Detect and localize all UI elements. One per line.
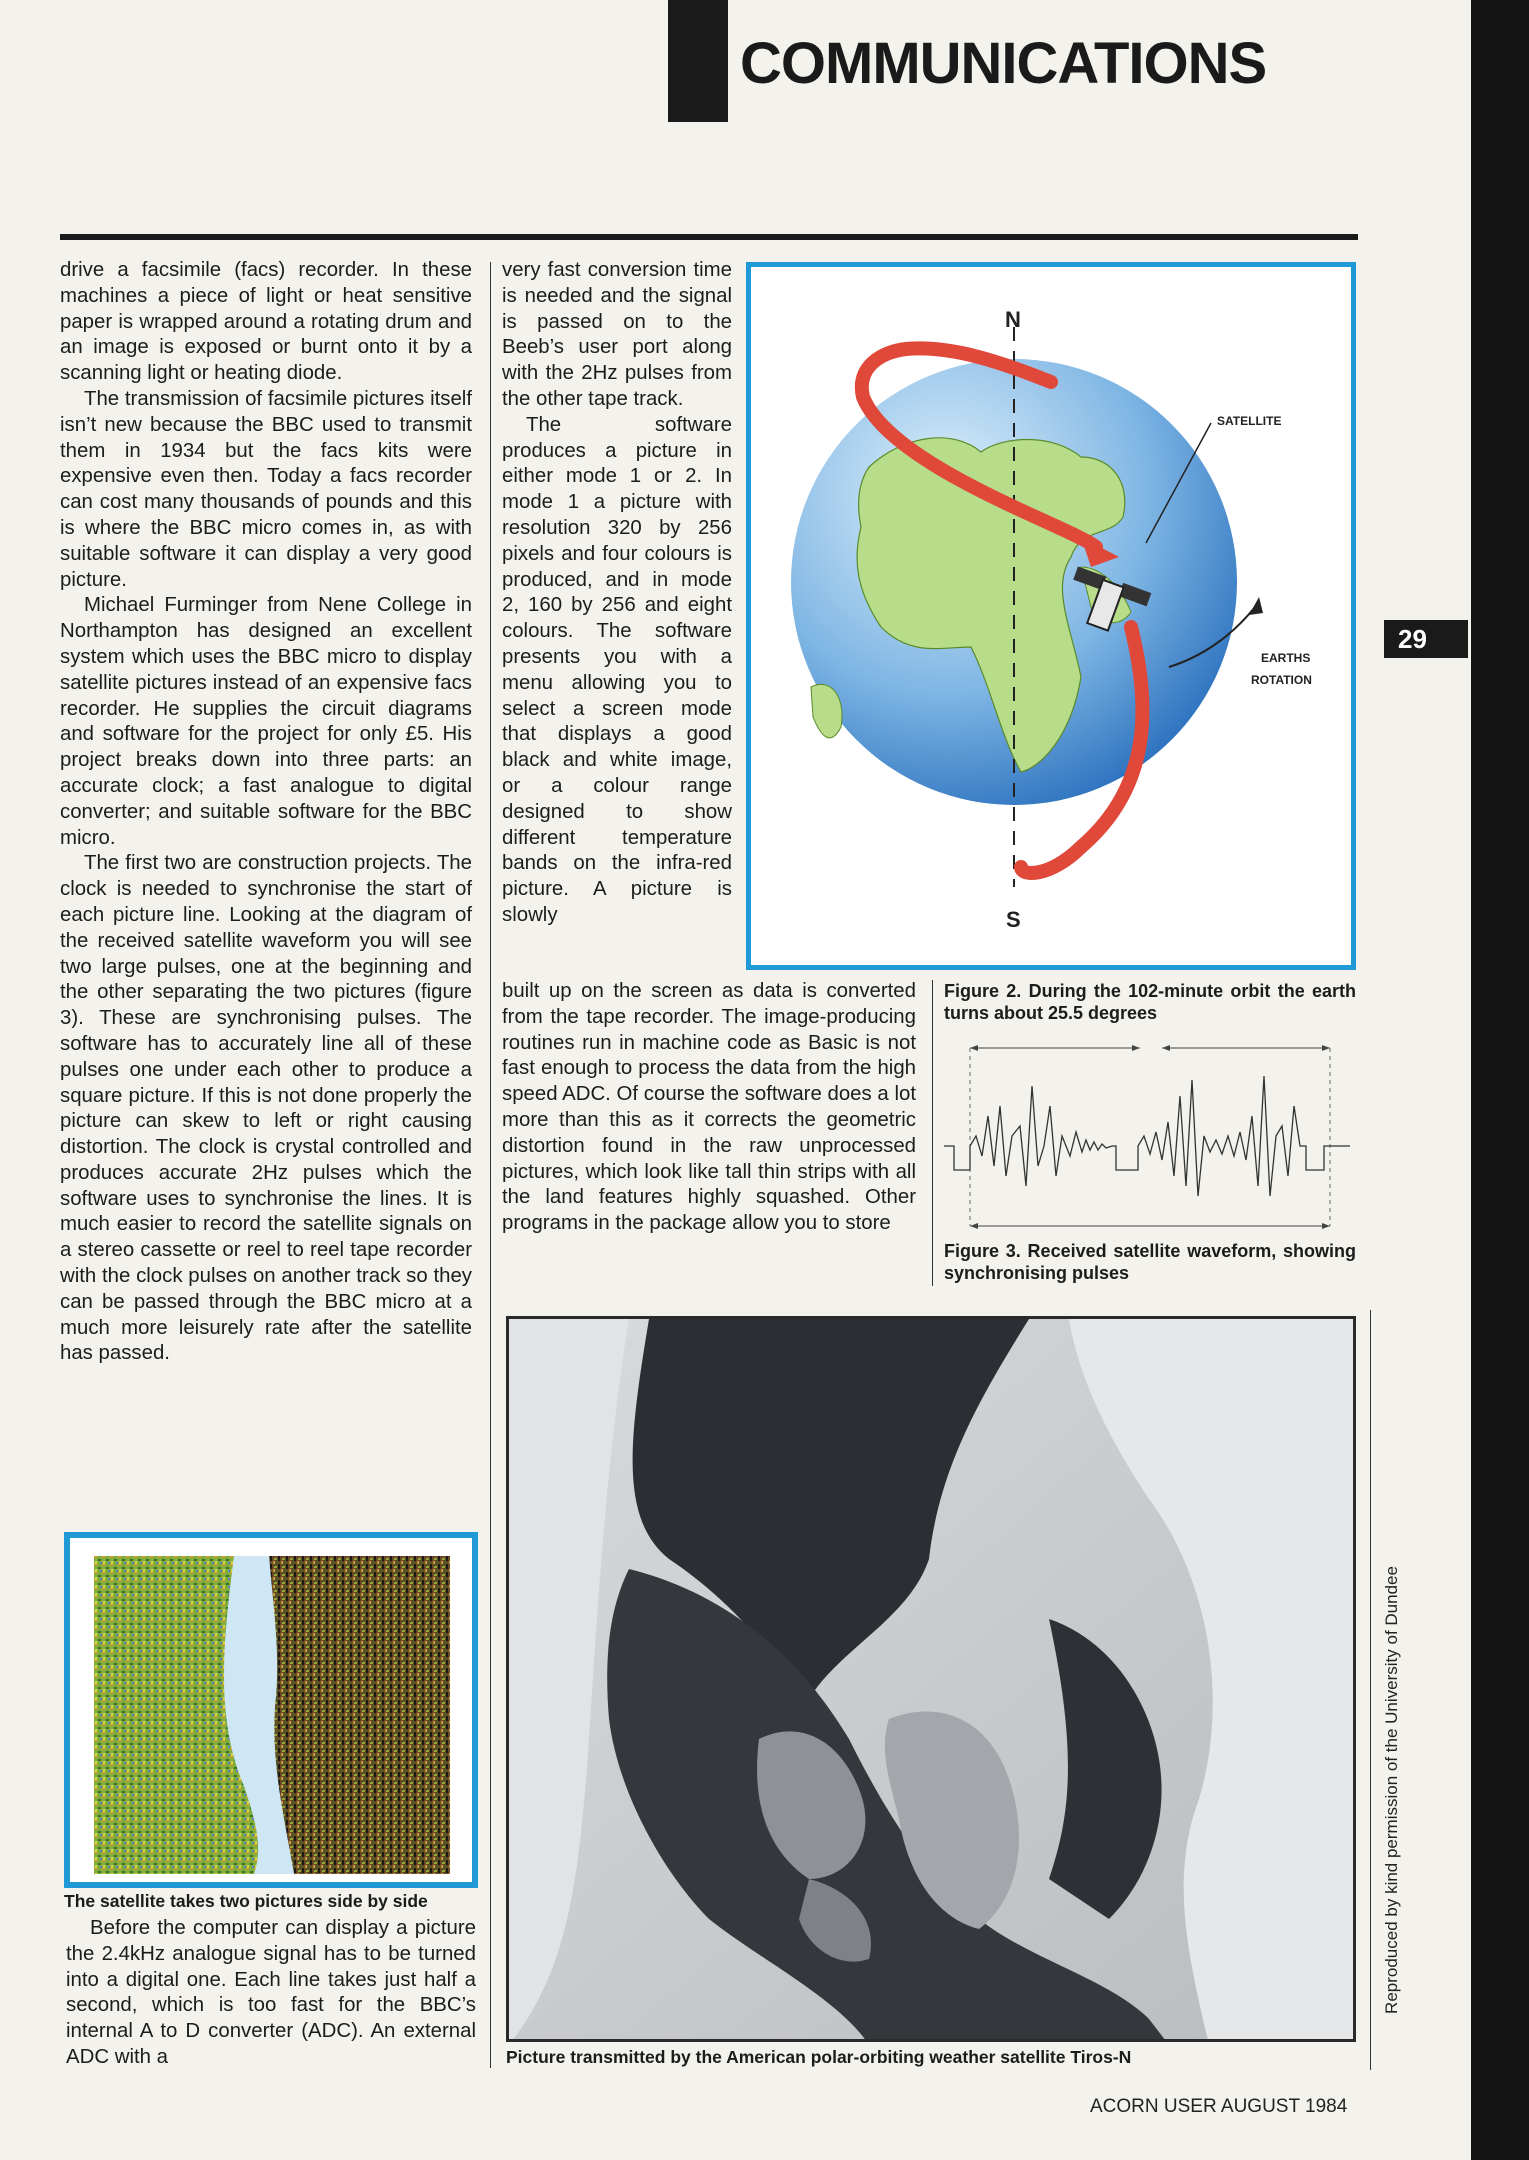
rotation-arrowhead xyxy=(1249,597,1263,615)
south-label: S xyxy=(1006,907,1021,932)
rotation-label: ROTATION xyxy=(1251,673,1312,687)
column-divider xyxy=(490,262,491,2068)
column-1-lower-text xyxy=(66,1916,476,2071)
section-title: COMMUNICATIONS xyxy=(740,31,1267,96)
column-2-text xyxy=(502,258,732,929)
figure-divider xyxy=(932,980,933,1286)
waveform-figure xyxy=(940,1036,1356,1236)
paragraph: Before the computer can display a picture the 2.4kHz analogue signal has to be turned into a digital one. Each line takes just half a second, which is too fast for the BBC’s internal A to D converter (ADC). An external ADC with a xyxy=(66,1917,476,2068)
paragraph: drive a facsimile (facs) recorder. In these machines a piece of light or heat sensitive paper is wrapped around a rotating drum and an image is exposed or burnt onto it by a scanning light or heating diode. xyxy=(60,259,472,385)
earths-label: EARTHS xyxy=(1261,651,1311,665)
photo-credit-text: Reproduced by kind permission of the University of Dundee xyxy=(1382,1566,1401,2014)
weather-satellite-image xyxy=(509,1319,1356,2042)
page-edge xyxy=(1471,0,1529,2160)
paragraph: built up on the screen as data is converted from the tape recorder. The image-producing routines run in machine code as Basic is not fast enough to process the data from the high speed ADC. Of course the software does a lot more than this as it corrects the geometric distortion found in the raw unprocessed pictures, which look like tall thin strips with all the land features highly squashed. Other programs in the package allow you to store xyxy=(502,980,916,1235)
figure-2-caption: Figure 2. During the 102-minute orbit the earth turns about 25.5 degrees xyxy=(944,981,1356,1023)
satellite-strips-image xyxy=(94,1556,450,1874)
satellite-label: SATELLITE xyxy=(1217,414,1282,428)
photo-credit xyxy=(1376,1540,1408,2040)
page-number: 29 xyxy=(1384,620,1468,658)
paragraph: Michael Furminger from Nene College in Northampton has designed an excellent system which uses the BBC micro to display satellite pictures instead of an expensive facs recorder. He supplies the circuit diagrams and software for the project for only £5. His project breaks down into three parts: an accurate clock; a fast analogue to digital converter; and suitable software for the BBC micro. xyxy=(60,594,472,849)
column-1-text xyxy=(60,258,472,1367)
satellite-photo xyxy=(506,1316,1356,2042)
satellite-pictures-caption: The satellite takes two pictures side by side xyxy=(64,1891,428,1911)
header-black-bar xyxy=(668,0,728,122)
paragraph: The first two are construction projects. The clock is needed to synchronise the start of each picture line. Looking at the diagram of the received satellite waveform you will see two large pulses, one at the beginning and the other separating the two pictures (figure 3). These are synchronising pulses. The software has to accurately line all of these pulses one under each other to produce a square picture. If this is not done properly the picture can skew to left or right causing distortion. The clock is crystal controlled and produces accurate 2Hz pulses which the software uses to synchronise the lines. It is much easier to record the satellite signals on a stereo cassette or reel to reel tape recorder with the clock pulses on another track so they can be passed through the BBC micro at a much more leisurely rate after the satellite has passed. xyxy=(60,852,472,1365)
orbit-diagram xyxy=(751,267,1351,965)
footer-magazine-info: ACORN USER AUGUST 1984 xyxy=(1090,2096,1348,2117)
paragraph: very fast conversion time is needed and the signal is passed on to the Beeb’s user port along with the 2Hz pulses from the other tape track. xyxy=(502,259,732,410)
photo-caption: Picture transmitted by the American polar-orbiting weather satellite Tiros-N xyxy=(506,2047,1132,2067)
figure-3-caption: Figure 3. Received satellite waveform, showing synchronising pulses xyxy=(944,1241,1356,1283)
credit-divider xyxy=(1370,1310,1371,2070)
north-label: N xyxy=(1005,307,1021,332)
column-2-wide-text xyxy=(502,979,916,1237)
header-rule xyxy=(60,234,1358,240)
paragraph: The transmission of facsimile pictures itself isn’t new because the BBC used to transmit them in 1934 but the facs kits were expensive even then. Today a facs recorder can cost many thousands of pounds and this is where the BBC micro comes in, as with suitable software it can display a very good picture. xyxy=(60,387,472,591)
satellite-two-pictures-figure xyxy=(64,1532,478,1888)
orbit-diagram-figure xyxy=(746,262,1356,970)
paragraph: The software produces a picture in either mode 1 or 2. In mode 1 a picture with resolution 320 by 256 pixels and four colours is produced, and in mode 2, 160 by 256 and eight colours. The software presents you with a menu allowing you to select a screen mode that displays a good black and white image, or a colour range designed to show different temperature bands on the infra-red picture. A picture is slowly xyxy=(502,413,732,926)
